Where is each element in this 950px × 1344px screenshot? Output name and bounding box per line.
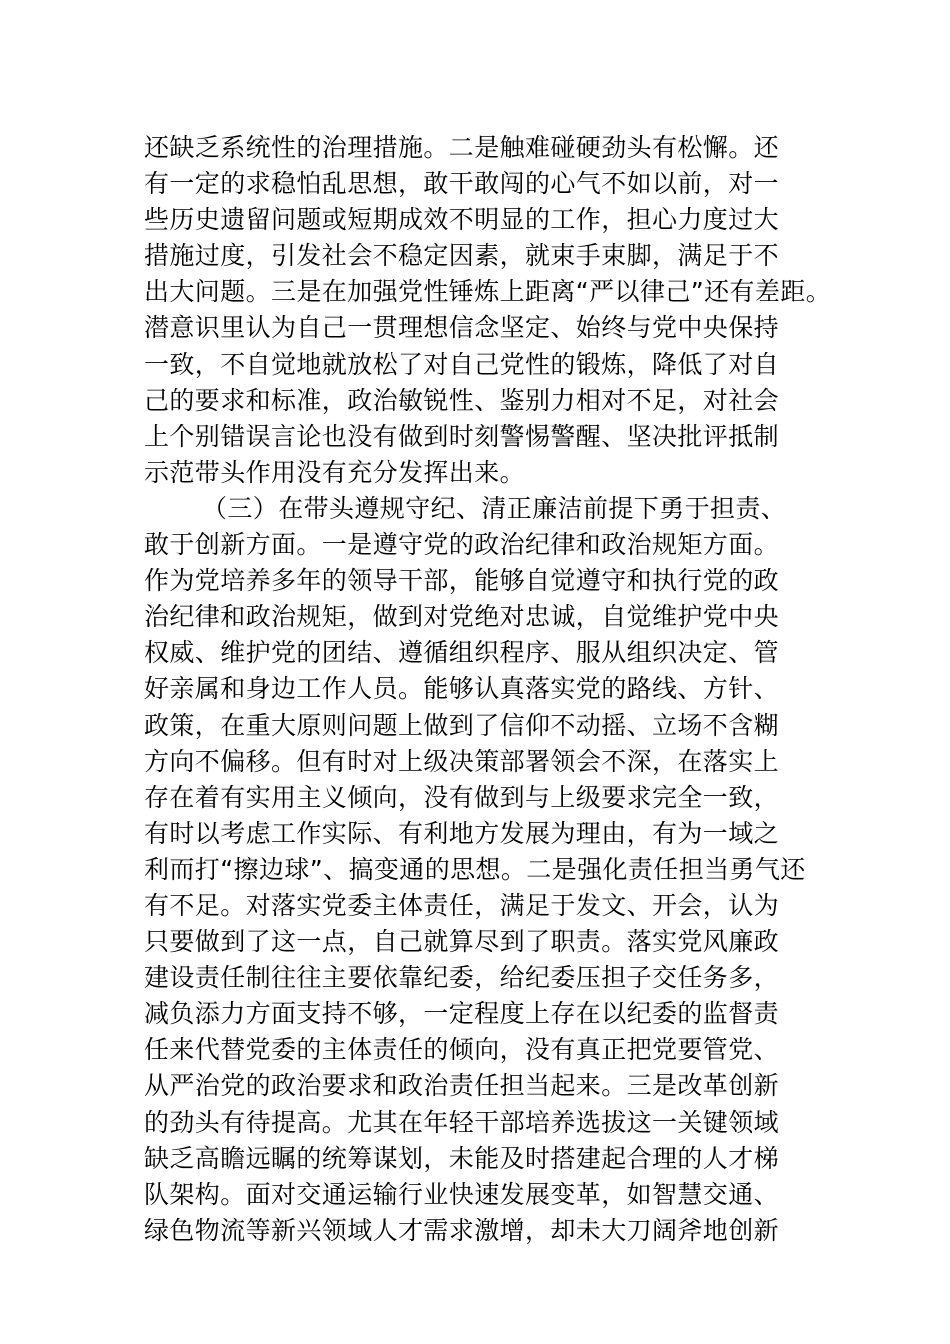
text-line: 治纪律和政治规矩，做到对党绝对忠诚，自觉维护党中央 xyxy=(144,602,780,632)
text-line: 有一定的求稳怕乱思想，敢干敢闯的心气不如以前，对一 xyxy=(144,169,780,199)
text-line: 己的要求和标准，政治敏锐性、鉴别力相对不足，对社会 xyxy=(144,385,780,415)
text-line: 任来代替党委的主体责任的倾向，没有真正把党要管党、 xyxy=(144,1035,780,1065)
text-line: 有不足。对落实党委主体责任，满足于发文、开会，认为 xyxy=(144,890,780,920)
text-line: 绿色物流等新兴领域人才需求激增，却未大刀阔斧地创新 xyxy=(144,1215,780,1245)
text-line: 队架构。面对交通运输行业快速发展变革，如智慧交通、 xyxy=(144,1179,780,1209)
section-heading-line: （三）在带头遵规守纪、清正廉洁前提下勇于担责、 xyxy=(202,493,787,523)
text-line: 些历史遗留问题或短期成效不明显的工作，担心力度过大 xyxy=(144,205,780,235)
text-line: 只要做到了这一点，自己就算尽到了职责。落实党风廉政 xyxy=(144,927,780,957)
text-line: 一致，不自觉地就放松了对自己党性的锻炼，降低了对自 xyxy=(144,349,780,379)
text-line: 措施过度，引发社会不稳定因素，就束手束脚，满足于不 xyxy=(144,241,780,271)
text-line: 示范带头作用没有充分发挥出来。 xyxy=(144,457,526,487)
text-line: 的劲头有待提高。尤其在年轻干部培养选拔这一关键领域 xyxy=(144,1107,780,1137)
text-line: 政策，在重大原则问题上做到了信仰不动摇、立场不含糊 xyxy=(144,710,780,740)
text-line: 敢于创新方面。一是遵守党的政治纪律和政治规矩方面。 xyxy=(144,530,780,560)
text-line: 权威、维护党的团结、遵循组织程序、服从组织决定、管 xyxy=(144,638,780,668)
text-line: 建设责任制往往主要依靠纪委，给纪委压担子交任务多， xyxy=(144,963,780,993)
text-line: 方向不偏移。但有时对上级决策部署领会不深，在落实上 xyxy=(144,746,780,776)
text-line: 缺乏高瞻远瞩的统筹谋划，未能及时搭建起合理的人才梯 xyxy=(144,1143,780,1173)
text-line: 作为党培养多年的领导干部，能够自觉遵守和执行党的政 xyxy=(144,566,780,596)
text-line: 出大问题。三是在加强党性锤炼上距离“严以律己”还有差距。 xyxy=(144,277,832,307)
text-line: 潜意识里认为自己一贯理想信念坚定、始终与党中央保持 xyxy=(144,313,780,343)
text-line: 存在着有实用主义倾向，没有做到与上级要求完全一致， xyxy=(144,782,780,812)
text-line: 还缺乏系统性的治理措施。二是触难碰硬劲头有松懈。还 xyxy=(144,133,780,162)
text-line: 从严治党的政治要求和政治责任担当起来。三是改革创新 xyxy=(144,1071,780,1101)
text-line: 利而打“擦边球”、搞变通的思想。二是强化责任担当勇气还 xyxy=(144,854,806,884)
text-line: 上个别错误言论也没有做到时刻警惕警醒、坚决批评抵制 xyxy=(144,421,780,451)
text-line: 好亲属和身边工作人员。能够认真落实党的路线、方针、 xyxy=(144,674,780,704)
text-line: 减负添力方面支持不够，一定程度上存在以纪委的监督责 xyxy=(144,999,780,1029)
body-text xyxy=(144,130,832,1249)
text-line: 有时以考虑工作实际、有利地方发展为理由，有为一域之 xyxy=(144,818,780,848)
